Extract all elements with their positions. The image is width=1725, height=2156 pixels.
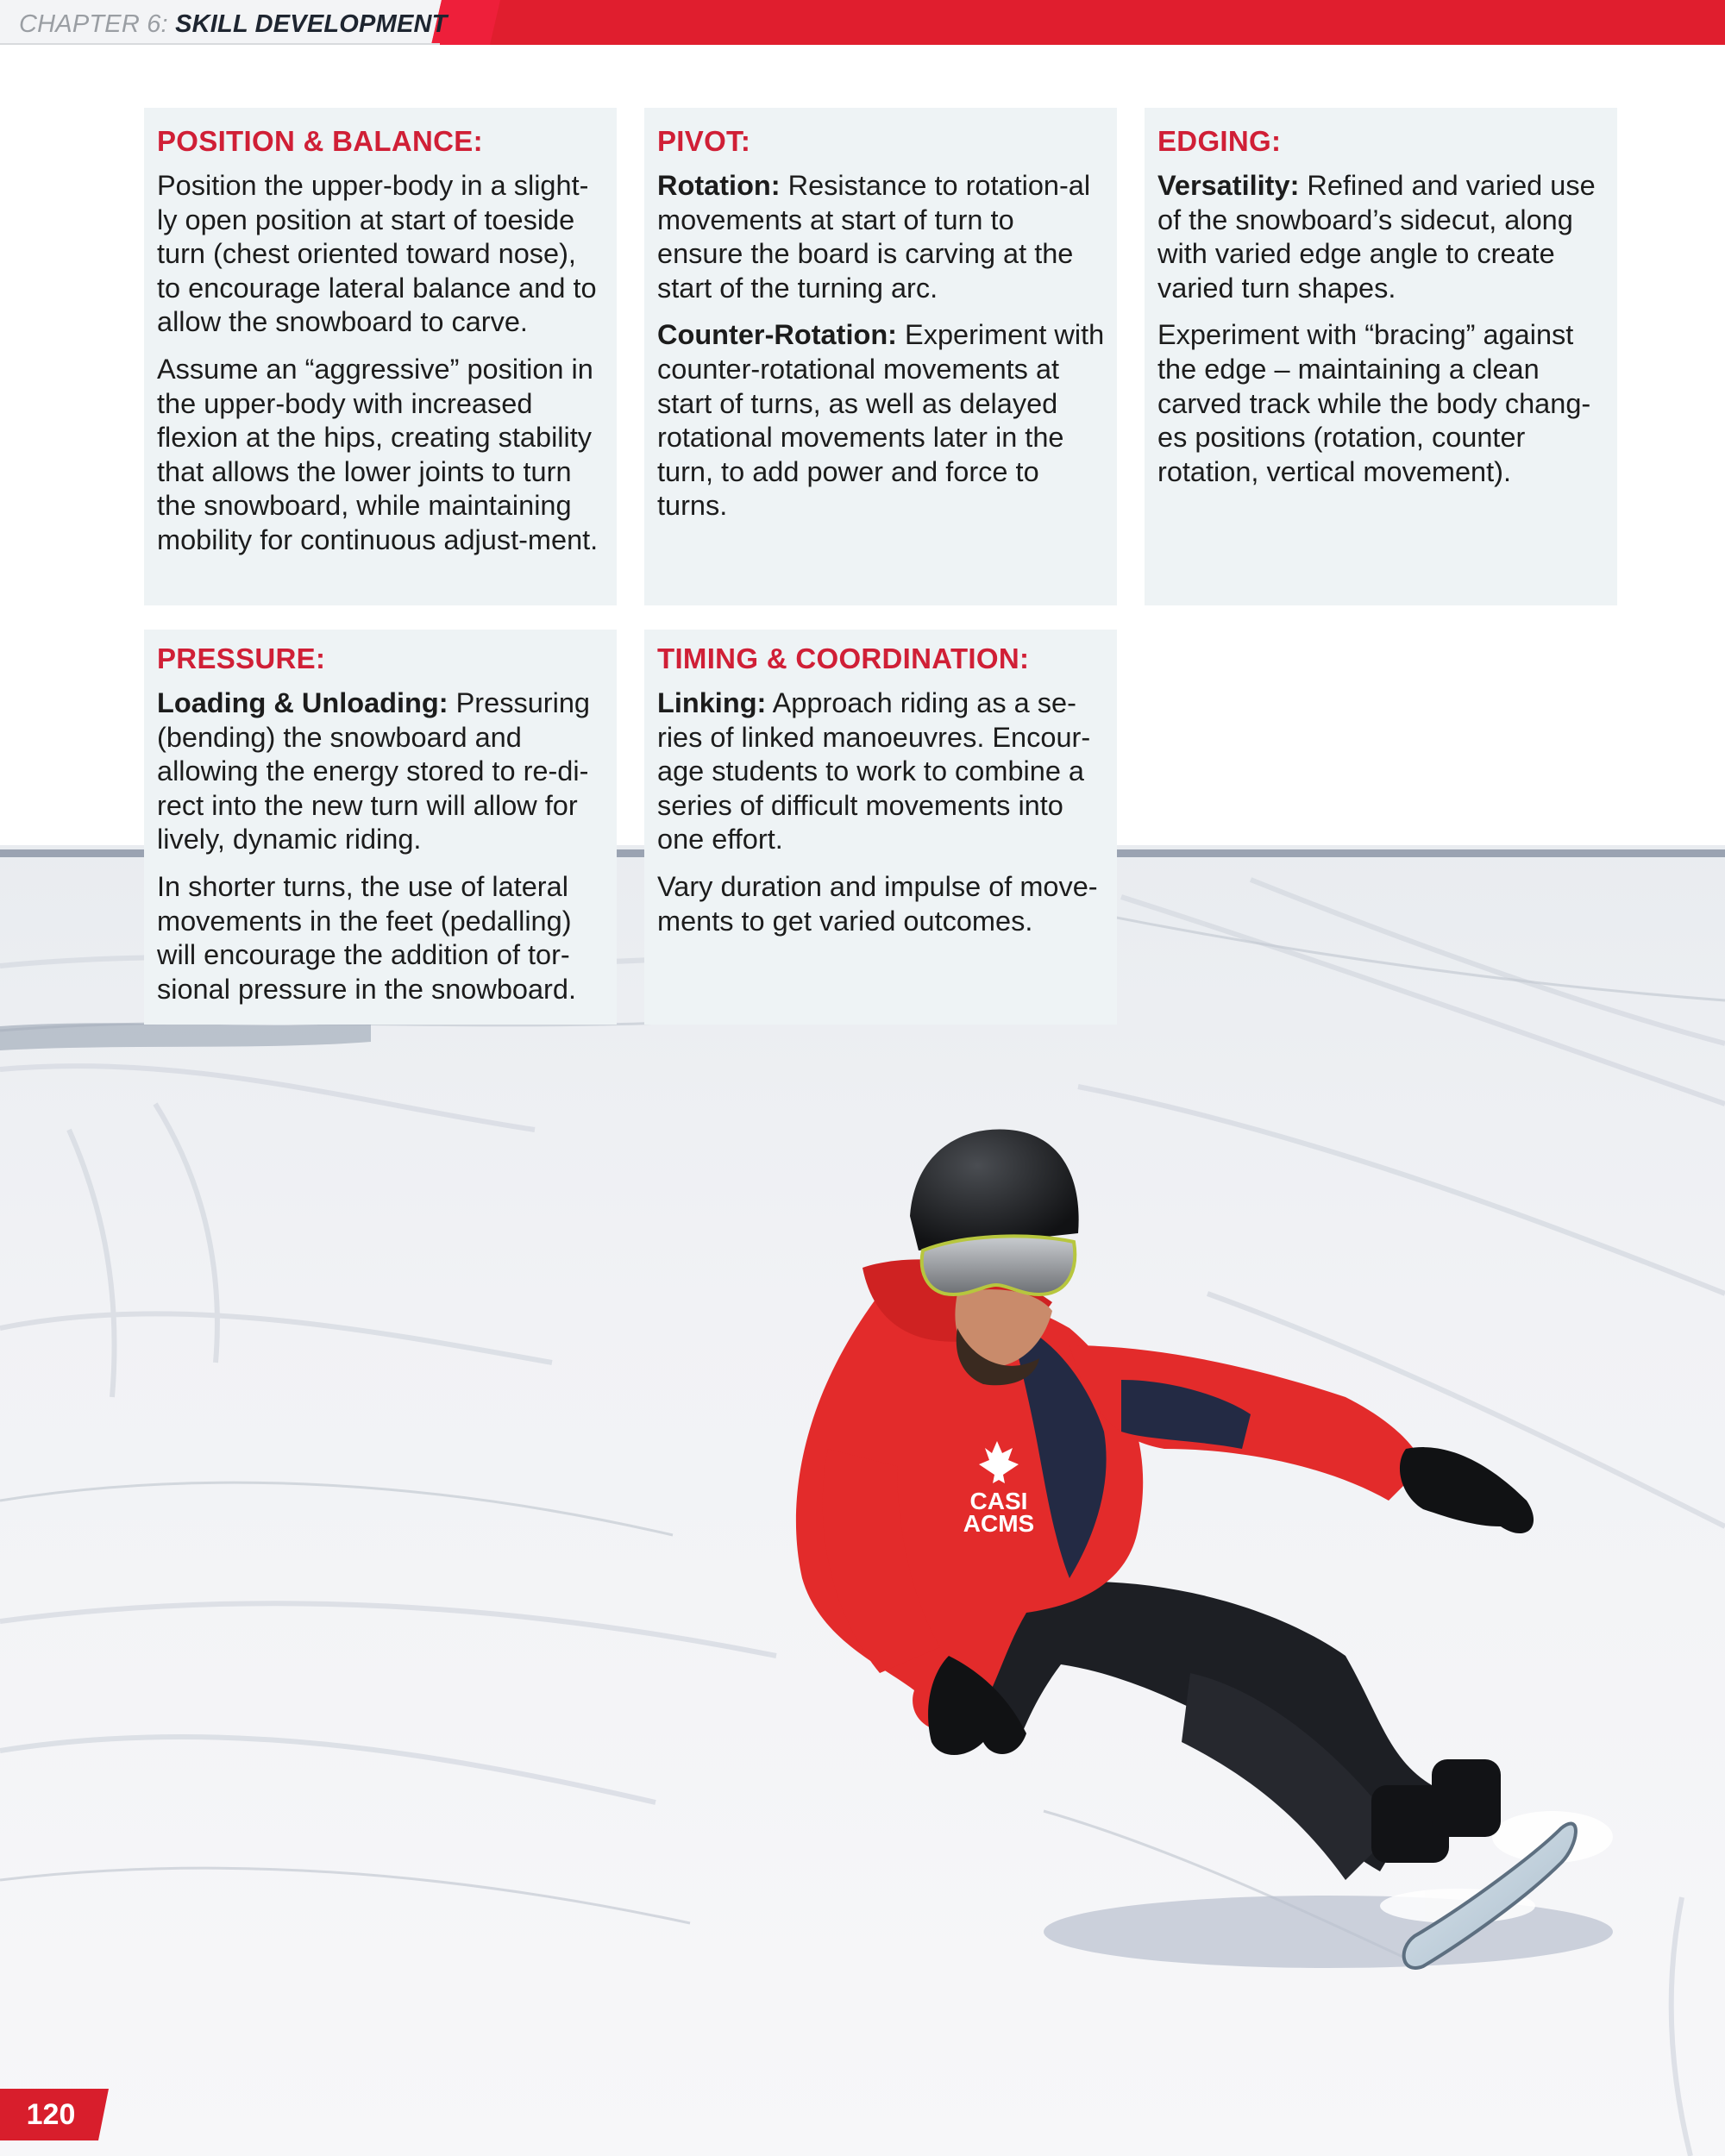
paragraph-text: Approach riding as a se-ries of linked manoeuvres. Encour-age students to work to combine a series of difficult movements into one effort. [657,687,1091,856]
page-number: 120 [26,2098,76,2131]
paragraph-text: Experiment with counter-rotational movements at start of turns, as well as delayed rotational movements later in the turn, to add power and force to turns. [657,319,1105,522]
box-paragraph: In shorter turns, the use of lateral movements in the feet (pedalling) will encourage the addition of tor-sional pressure in the snowboard. [157,870,576,1005]
lead-term: Counter-Rotation: [657,319,897,351]
box-title: TIMING & COORDINATION: [657,642,1030,674]
box-paragraph [657,686,1105,857]
chapter-title: SKILL DEVELOPMENT [175,10,448,38]
box-paragraph: Vary duration and impulse of move-ments to get varied outcomes. [657,870,1098,937]
box-title: PRESSURE: [157,642,326,674]
jacket-logo-line2: ACMS [963,1510,1035,1537]
position-balance-box [144,108,617,605]
timing-coordination-box [644,630,1117,1025]
paragraph-text: Resistance to rotation-al movements at start of turn to ensure the board is carving at the start of the turning arc. [657,170,1091,304]
edging-box [1145,108,1617,605]
pressure-box [144,630,617,1025]
box-paragraph [157,686,605,857]
box-paragraph [657,318,1105,523]
lead-term: Rotation: [657,170,781,201]
box-paragraph: Assume an “aggressive” position in the upper-body with increased flexion at the hips, creating stability that allows the lower joints to turn the snowboard, while maintaining mobility for continuous adjust-ment. [157,353,599,555]
snowboarder-photo [0,845,1725,2156]
pivot-box [644,108,1117,605]
box-title: POSITION & BALANCE: [157,125,483,157]
lead-term: Versatility: [1157,170,1300,201]
box-title: EDGING: [1157,125,1282,157]
box-title: PIVOT: [657,125,751,157]
paragraph-text: Pressuring (bending) the snowboard and allowing the energy stored to re-di-rect into the new turn will allow for lively, dynamic riding. [157,687,590,856]
box-paragraph: Position the upper-body in a slight-ly open position at start of toeside turn (chest oriented toward nose), to encourage lateral balance and to allow the snowboard to carve. [157,170,597,338]
lead-term: Loading & Unloading: [157,687,448,718]
chapter-prefix: CHAPTER 6: [19,10,168,38]
page-header [0,0,1725,45]
chapter-heading [19,7,448,41]
paragraph-text: Refined and varied use of the snowboard’s sidecut, along with varied edge angle to create varied turn shapes. [1157,170,1596,304]
jacket-logo-line1: CASI [969,1488,1028,1514]
box-paragraph [1157,169,1605,305]
box-paragraph [657,169,1105,305]
box-paragraph: Experiment with “bracing” against the edge – maintaining a clean carved track while the body chang-es positions (rotation, counter rotation, vertical movement). [1157,319,1591,487]
lead-term: Linking: [657,687,767,718]
